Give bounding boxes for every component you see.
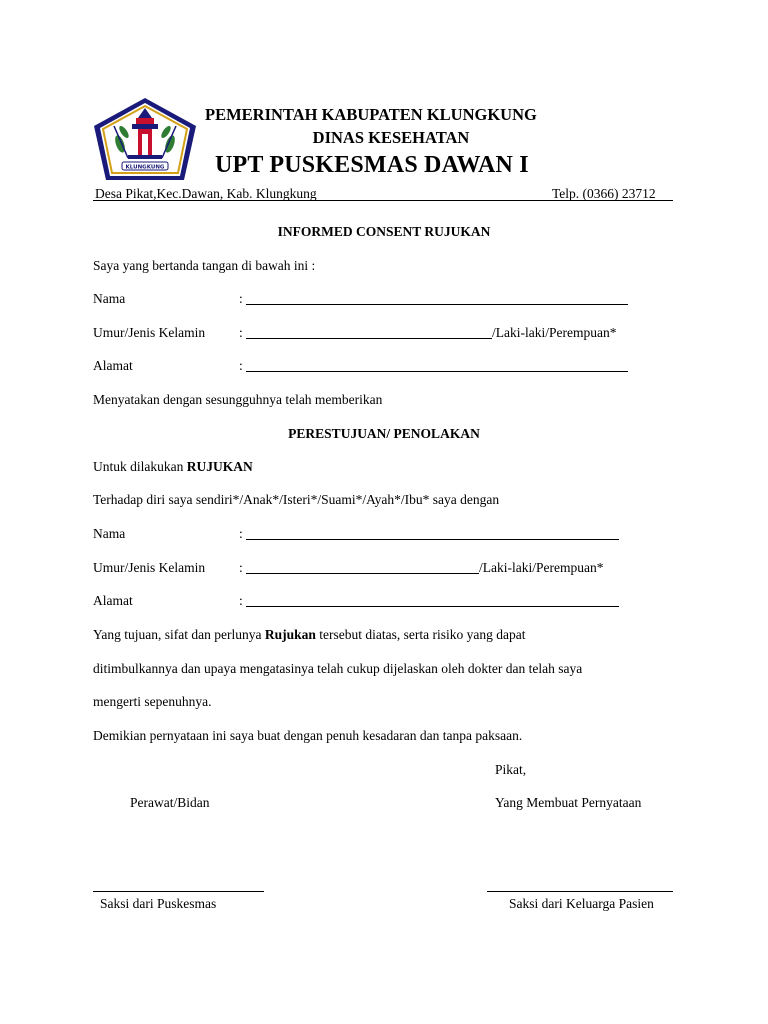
header-rule (93, 200, 673, 201)
p1-prefix: Yang tujuan, sifat dan perlunya (93, 627, 265, 642)
field-line-alamat-2[interactable] (246, 606, 619, 607)
field-line-alamat[interactable] (246, 371, 628, 372)
signature-line-right[interactable] (487, 891, 673, 892)
signature-place: Pikat, (495, 762, 527, 777)
header-government-title: PEMERINTAH KABUPATEN KLUNGKUNG (205, 105, 537, 124)
document-title: INFORMED CONSENT RUJUKAN (277, 224, 491, 239)
p1-bold: Rujukan (264, 627, 316, 642)
emblem-banner-text: KLUNGKUNG (125, 164, 165, 171)
paragraph-line-3: mengerti sepenuhnya. (93, 694, 212, 709)
field-colon: : (239, 526, 243, 541)
gender-options: /Laki-laki/Perempuan* (492, 325, 617, 340)
field-line-umur-2[interactable] (246, 573, 479, 574)
signature-line-left[interactable] (93, 891, 264, 892)
consent-title: PERESTUJUAN/ PENOLAKAN (288, 426, 480, 441)
header-puskesmas-title: UPT PUSKESMAS DAWAN I (215, 152, 529, 178)
field-line-umur[interactable] (246, 338, 492, 339)
field-colon: : (239, 593, 243, 608)
statement-text: Menyatakan dengan sesungguhnya telah memberikan (93, 392, 383, 407)
field-label-umur-2: Umur/Jenis Kelamin (93, 560, 206, 575)
untuk-dilakukan-text (93, 459, 253, 475)
untuk-prefix: Untuk dilakukan (93, 459, 187, 474)
closing-text: Demikian pernyataan ini saya buat dengan penuh kesadaran dan tanpa paksaan. (93, 728, 523, 743)
field-label-alamat-2: Alamat (93, 593, 133, 608)
field-colon: : (239, 560, 243, 575)
terhadap-text: Terhadap diri saya sendiri*/Anak*/Isteri*/Suami*/Ayah*/Ibu* saya dengan (93, 492, 500, 507)
field-colon: : (239, 358, 243, 373)
field-label-umur: Umur/Jenis Kelamin (93, 325, 206, 340)
field-label-alamat: Alamat (93, 358, 133, 373)
untuk-bold: RUJUKAN (186, 459, 253, 474)
field-colon: : (239, 325, 243, 340)
klungkung-emblem-logo (92, 96, 198, 182)
gender-options-2: /Laki-laki/Perempuan* (479, 560, 604, 575)
field-label-nama: Nama (93, 291, 126, 306)
signature-right-role: Yang Membuat Pernyataan (495, 795, 642, 810)
signature-right-witness: Saksi dari Keluarga Pasien (509, 896, 654, 911)
field-line-nama-2[interactable] (246, 539, 619, 540)
header-phone: Telp. (0366) 23712 (552, 186, 656, 201)
p1-suffix: tersebut diatas, serta risiko yang dapat (315, 627, 526, 642)
signature-left-witness: Saksi dari Puskesmas (100, 896, 217, 911)
field-line-nama[interactable] (246, 304, 628, 305)
paragraph-line-1 (93, 627, 525, 643)
signature-left-role: Perawat/Bidan (130, 795, 210, 810)
intro-text: Saya yang bertanda tangan di bawah ini : (93, 258, 316, 273)
header-department-title: DINAS KESEHATAN (312, 128, 470, 147)
paragraph-line-2: ditimbulkannya dan upaya mengatasinya telah cukup dijelaskan oleh dokter dan telah saya (93, 661, 583, 676)
field-label-nama-2: Nama (93, 526, 126, 541)
field-colon: : (239, 291, 243, 306)
header-address: Desa Pikat,Kec.Dawan, Kab. Klungkung (95, 186, 317, 201)
